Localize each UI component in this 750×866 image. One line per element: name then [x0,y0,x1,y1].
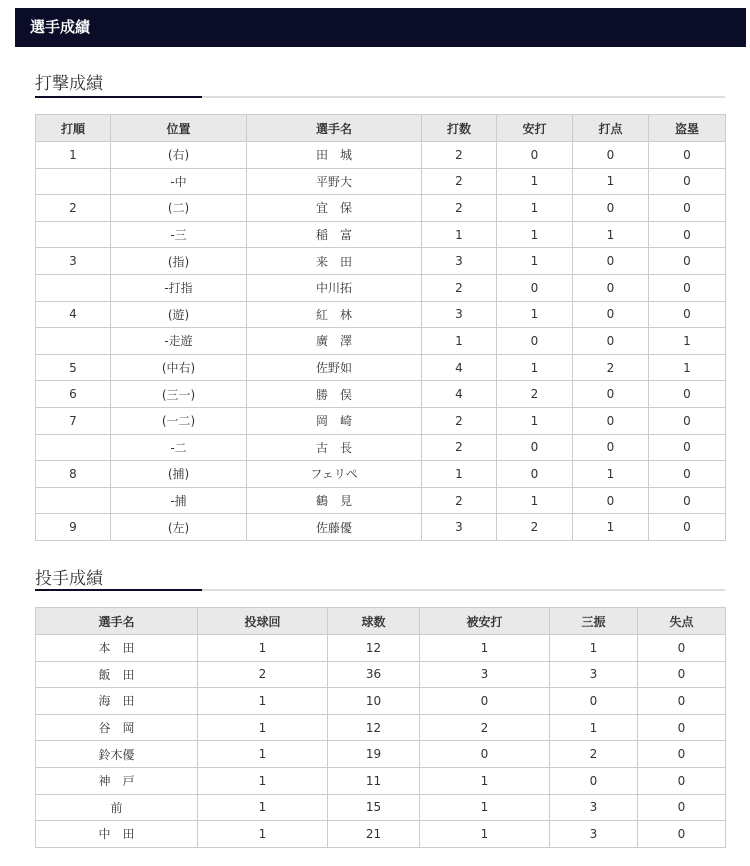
pitching-cell-innings: 1 [198,767,328,794]
batting-cell-steals: 0 [649,434,726,461]
batting-cell-hits: 1 [497,195,573,222]
pitching-cell-hits-allowed: 0 [420,741,550,768]
batting-cell-hits: 2 [497,381,573,408]
batting-cell-at-bats: 3 [422,514,497,541]
batting-cell-hits: 0 [497,328,573,355]
batting-cell-order: 9 [36,514,111,541]
batting-cell-position: -走遊 [111,328,247,355]
batting-cell-rbi: 0 [573,328,649,355]
batting-cell-position: -三 [111,221,247,248]
batting-cell-at-bats: 1 [422,328,497,355]
table-row [36,301,726,328]
pitching-cell-pitches: 12 [328,714,420,741]
pitching-cell-player: 飯 田 [36,661,198,688]
table-row [36,434,726,461]
batting-cell-player: 稲 富 [247,221,422,248]
batting-cell-steals: 1 [649,354,726,381]
pitching-cell-hits-allowed: 1 [420,767,550,794]
batting-cell-order: 1 [36,142,111,169]
table-row [36,354,726,381]
batting-cell-rbi: 1 [573,461,649,488]
pitching-cell-strikeouts: 0 [550,688,638,715]
batting-cell-steals: 0 [649,274,726,301]
pitching-cell-pitches: 15 [328,794,420,821]
batting-cell-order [36,221,111,248]
batting-col-rbi: 打点 [573,115,649,142]
table-row [36,514,726,541]
batting-cell-hits: 1 [497,354,573,381]
batting-cell-at-bats: 3 [422,248,497,275]
batting-cell-position: -打指 [111,274,247,301]
batting-cell-player: 廣 澤 [247,328,422,355]
pitching-col-runs: 失点 [638,608,726,635]
pitching-cell-strikeouts: 1 [550,714,638,741]
batting-cell-hits: 2 [497,514,573,541]
batting-cell-rbi: 0 [573,142,649,169]
batting-cell-rbi: 2 [573,354,649,381]
pitching-cell-runs: 0 [638,821,726,848]
batting-cell-position: (二) [111,195,247,222]
batting-cell-hits: 0 [497,142,573,169]
table-row [36,661,726,688]
batting-cell-player: 佐藤優 [247,514,422,541]
table-row [36,381,726,408]
pitching-cell-pitches: 36 [328,661,420,688]
page-header [15,8,746,47]
pitching-cell-innings: 1 [198,714,328,741]
table-row [36,635,726,662]
pitching-cell-runs: 0 [638,688,726,715]
pitching-header-row [36,608,726,635]
table-row [36,221,726,248]
batting-cell-at-bats: 2 [422,195,497,222]
batting-cell-at-bats: 4 [422,354,497,381]
batting-cell-hits: 0 [497,434,573,461]
pitching-cell-innings: 1 [198,821,328,848]
pitching-cell-strikeouts: 1 [550,635,638,662]
batting-cell-steals: 0 [649,381,726,408]
batting-cell-rbi: 0 [573,248,649,275]
batting-cell-order [36,328,111,355]
batting-cell-rbi: 0 [573,195,649,222]
batting-cell-position: -捕 [111,487,247,514]
batting-cell-order: 3 [36,248,111,275]
table-row [36,328,726,355]
batting-cell-order [36,487,111,514]
batting-cell-hits: 1 [497,301,573,328]
pitching-cell-hits-allowed: 3 [420,661,550,688]
table-row [36,794,726,821]
pitching-cell-strikeouts: 3 [550,821,638,848]
pitching-cell-runs: 0 [638,767,726,794]
batting-stats-table [35,114,726,541]
batting-cell-at-bats: 2 [422,487,497,514]
pitching-col-hits-allowed: 被安打 [420,608,550,635]
batting-cell-at-bats: 2 [422,142,497,169]
pitching-cell-strikeouts: 3 [550,794,638,821]
batting-cell-hits: 0 [497,274,573,301]
batting-cell-hits: 1 [497,407,573,434]
batting-cell-position: (中右) [111,354,247,381]
table-row [36,461,726,488]
batting-cell-order [36,168,111,195]
batting-title-underline [35,96,725,98]
pitching-cell-innings: 1 [198,741,328,768]
batting-cell-player: 田 城 [247,142,422,169]
pitching-cell-player: 神 戸 [36,767,198,794]
batting-cell-position: (捕) [111,461,247,488]
batting-cell-steals: 0 [649,461,726,488]
batting-cell-at-bats: 2 [422,168,497,195]
pitching-cell-pitches: 12 [328,635,420,662]
batting-cell-at-bats: 1 [422,461,497,488]
pitching-cell-player: 鈴木優 [36,741,198,768]
pitching-cell-runs: 0 [638,714,726,741]
batting-cell-player: 紅 林 [247,301,422,328]
batting-cell-steals: 0 [649,301,726,328]
pitching-col-strikeouts: 三振 [550,608,638,635]
pitching-cell-runs: 0 [638,741,726,768]
batting-cell-player: フェリペ [247,461,422,488]
batting-cell-order [36,434,111,461]
pitching-stats-table [35,607,726,848]
batting-cell-order [36,274,111,301]
pitching-cell-innings: 2 [198,661,328,688]
batting-cell-position: (指) [111,248,247,275]
table-row [36,767,726,794]
batting-cell-at-bats: 2 [422,434,497,461]
table-row [36,274,726,301]
pitching-cell-player: 本 田 [36,635,198,662]
batting-cell-steals: 0 [649,195,726,222]
batting-cell-steals: 0 [649,514,726,541]
batting-cell-position: -中 [111,168,247,195]
pitching-cell-runs: 0 [638,794,726,821]
pitching-cell-hits-allowed: 1 [420,821,550,848]
batting-cell-position: (遊) [111,301,247,328]
batting-cell-position: (三一) [111,381,247,408]
batting-cell-player: 来 田 [247,248,422,275]
table-row [36,168,726,195]
pitching-section-title: 投手成績 [35,569,103,589]
pitching-col-player: 選手名 [36,608,198,635]
pitching-cell-innings: 1 [198,688,328,715]
batting-cell-rbi: 0 [573,434,649,461]
pitching-col-innings: 投球回 [198,608,328,635]
batting-cell-at-bats: 4 [422,381,497,408]
batting-cell-player: 平野大 [247,168,422,195]
batting-rows [36,142,726,541]
pitching-cell-hits-allowed: 1 [420,794,550,821]
pitching-cell-strikeouts: 2 [550,741,638,768]
batting-col-hits: 安打 [497,115,573,142]
pitching-cell-innings: 1 [198,635,328,662]
pitching-cell-pitches: 21 [328,821,420,848]
batting-cell-order: 6 [36,381,111,408]
table-row [36,741,726,768]
batting-cell-position: (一二) [111,407,247,434]
pitching-cell-hits-allowed: 1 [420,635,550,662]
page-title: 選手成績 [30,18,91,36]
batting-cell-at-bats: 3 [422,301,497,328]
pitching-cell-pitches: 10 [328,688,420,715]
batting-cell-player: 鶴 見 [247,487,422,514]
batting-col-player: 選手名 [247,115,422,142]
batting-cell-hits: 1 [497,168,573,195]
table-row [36,407,726,434]
batting-cell-player: 勝 俣 [247,381,422,408]
batting-cell-player: 岡 崎 [247,407,422,434]
batting-cell-steals: 0 [649,487,726,514]
batting-cell-steals: 1 [649,328,726,355]
batting-cell-rbi: 1 [573,221,649,248]
batting-cell-steals: 0 [649,142,726,169]
batting-col-position: 位置 [111,115,247,142]
batting-cell-order: 5 [36,354,111,381]
batting-cell-player: 宜 保 [247,195,422,222]
batting-cell-hits: 1 [497,248,573,275]
pitching-cell-player: 前 [36,794,198,821]
batting-cell-hits: 1 [497,487,573,514]
pitching-cell-player: 谷 岡 [36,714,198,741]
batting-cell-order: 8 [36,461,111,488]
pitching-cell-strikeouts: 0 [550,767,638,794]
batting-cell-order: 4 [36,301,111,328]
table-row [36,688,726,715]
pitching-title-underline [35,589,725,591]
batting-cell-hits: 0 [497,461,573,488]
batting-cell-hits: 1 [497,221,573,248]
batting-cell-steals: 0 [649,221,726,248]
batting-cell-at-bats: 2 [422,407,497,434]
batting-cell-position: (左) [111,514,247,541]
batting-col-at-bats: 打数 [422,115,497,142]
table-row [36,248,726,275]
batting-cell-order: 2 [36,195,111,222]
batting-cell-rbi: 0 [573,274,649,301]
table-row [36,714,726,741]
batting-cell-rbi: 0 [573,301,649,328]
pitching-cell-player: 中 田 [36,821,198,848]
batting-cell-player: 佐野如 [247,354,422,381]
pitching-cell-player: 海 田 [36,688,198,715]
batting-header-row [36,115,726,142]
batting-cell-steals: 0 [649,248,726,275]
batting-cell-steals: 0 [649,407,726,434]
pitching-col-pitches: 球数 [328,608,420,635]
batting-cell-order: 7 [36,407,111,434]
batting-cell-rbi: 1 [573,514,649,541]
table-row [36,487,726,514]
batting-cell-rbi: 0 [573,407,649,434]
pitching-cell-innings: 1 [198,794,328,821]
pitching-cell-strikeouts: 3 [550,661,638,688]
batting-cell-rbi: 0 [573,381,649,408]
pitching-cell-pitches: 19 [328,741,420,768]
pitching-cell-runs: 0 [638,661,726,688]
batting-cell-position: (右) [111,142,247,169]
pitching-cell-hits-allowed: 0 [420,688,550,715]
batting-cell-player: 中川拓 [247,274,422,301]
batting-cell-at-bats: 2 [422,274,497,301]
batting-cell-steals: 0 [649,168,726,195]
batting-section-title: 打撃成績 [35,74,103,94]
batting-cell-rbi: 1 [573,168,649,195]
batting-cell-player: 古 長 [247,434,422,461]
table-row [36,142,726,169]
batting-col-steals: 盗塁 [649,115,726,142]
pitching-cell-pitches: 11 [328,767,420,794]
batting-cell-at-bats: 1 [422,221,497,248]
pitching-cell-hits-allowed: 2 [420,714,550,741]
pitching-rows [36,635,726,848]
batting-cell-rbi: 0 [573,487,649,514]
batting-col-order: 打順 [36,115,111,142]
batting-cell-position: -二 [111,434,247,461]
table-row [36,821,726,848]
table-row [36,195,726,222]
pitching-cell-runs: 0 [638,635,726,662]
